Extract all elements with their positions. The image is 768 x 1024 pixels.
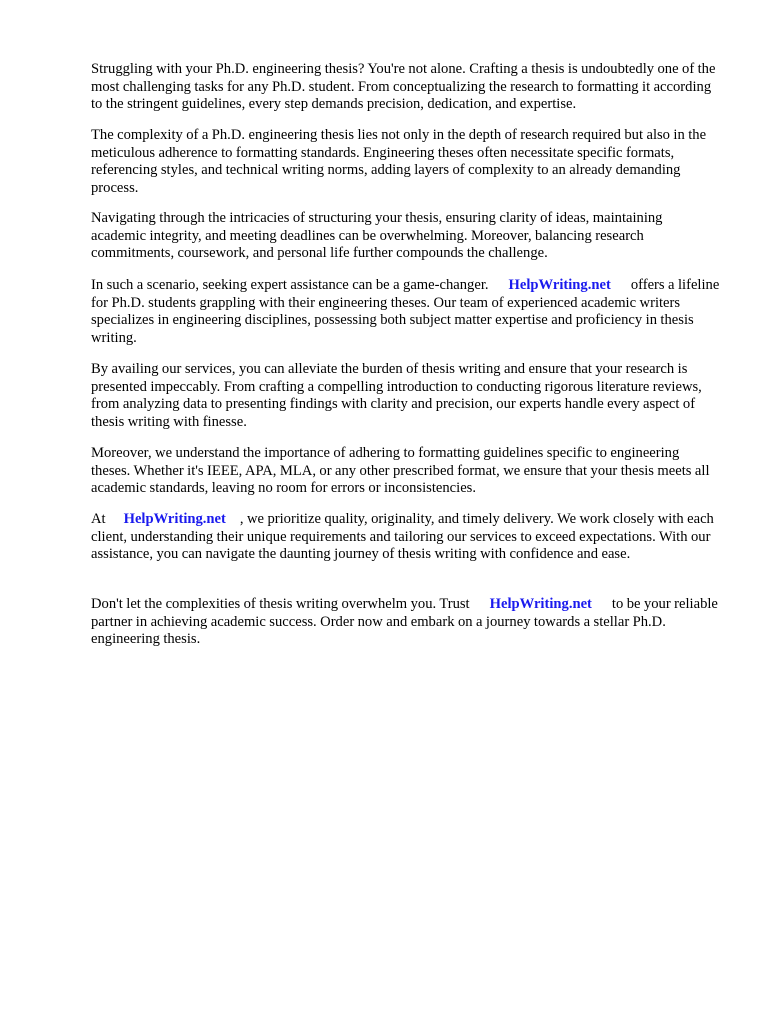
helpwriting-link[interactable]: HelpWriting.net: [123, 511, 226, 527]
paragraph-1: [91, 61, 721, 114]
paragraph-text-before: In such a scenario, seeking expert assistance can be a game-changer.: [91, 277, 489, 293]
paragraph-7: [91, 511, 721, 564]
paragraph-text: Struggling with your Ph.D. engineering thesis? You're not alone. Crafting a thesis is undoubtedly one of the most challenging tasks for any Ph.D. student. From conceptualizing the research to formatting it according to the stringent guidelines, every step demands precision, dedication, and expertise.: [91, 61, 716, 113]
paragraph-5: [91, 361, 721, 431]
paragraph-text: The complexity of a Ph.D. engineering thesis lies not only in the depth of research required but also in the meticulous adherence to formatting standards. Engineering theses often necessitate specific formats, referencing styles, and technical writing norms, adding layers of complexity to an already demanding process.: [91, 127, 707, 196]
helpwriting-link[interactable]: HelpWriting.net: [489, 596, 592, 612]
paragraph-text: Moreover, we understand the importance of adhering to formatting guidelines specific to engineering theses. Whether it's IEEE, APA, MLA, or any other prescribed format, we ensure that your thesis meets all academic standards, leaving no room for errors or inconsistencies.: [91, 445, 710, 497]
paragraph-text-after: offers a lifeline for Ph.D. students grappling with their engineering theses. Our team of experienced academic writers specializes in engineering disciplines, possessing both subject matter expertise and proficiency in thesis writing.: [91, 277, 720, 346]
paragraph-2: [91, 127, 721, 197]
paragraph-4: [91, 277, 721, 347]
paragraph-8: [91, 596, 721, 649]
paragraph-6: [91, 445, 721, 498]
paragraph-3: [91, 210, 721, 263]
paragraph-text: Navigating through the intricacies of structuring your thesis, ensuring clarity of ideas, maintaining academic integrity, and meeting deadlines can be overwhelming. Moreover, balancing research commitments, coursework, and personal life further compounds the challenge.: [91, 210, 663, 262]
paragraph-text-after: , we prioritize quality, originality, and timely delivery. We work closely with each client, understanding their unique requirements and tailoring our services to exceed expectations. With our assistance, you can navigate the daunting journey of thesis writing with confidence and ease.: [91, 511, 714, 563]
helpwriting-link[interactable]: HelpWriting.net: [508, 277, 611, 293]
paragraph-text-before: Don't let the complexities of thesis writing overwhelm you. Trust: [91, 596, 470, 612]
paragraph-text-before: At: [91, 511, 106, 527]
paragraph-text: By availing our services, you can alleviate the burden of thesis writing and ensure that your research is presented impeccably. From crafting a compelling introduction to conducting rigorous literature reviews, from analyzing data to presenting findings with clarity and precision, our experts handle every aspect of thesis writing with finesse.: [91, 361, 702, 430]
paragraph-text-after: to be your reliable partner in achieving academic success. Order now and embark on a journey towards a stellar Ph.D. engineering thesis.: [91, 596, 718, 648]
